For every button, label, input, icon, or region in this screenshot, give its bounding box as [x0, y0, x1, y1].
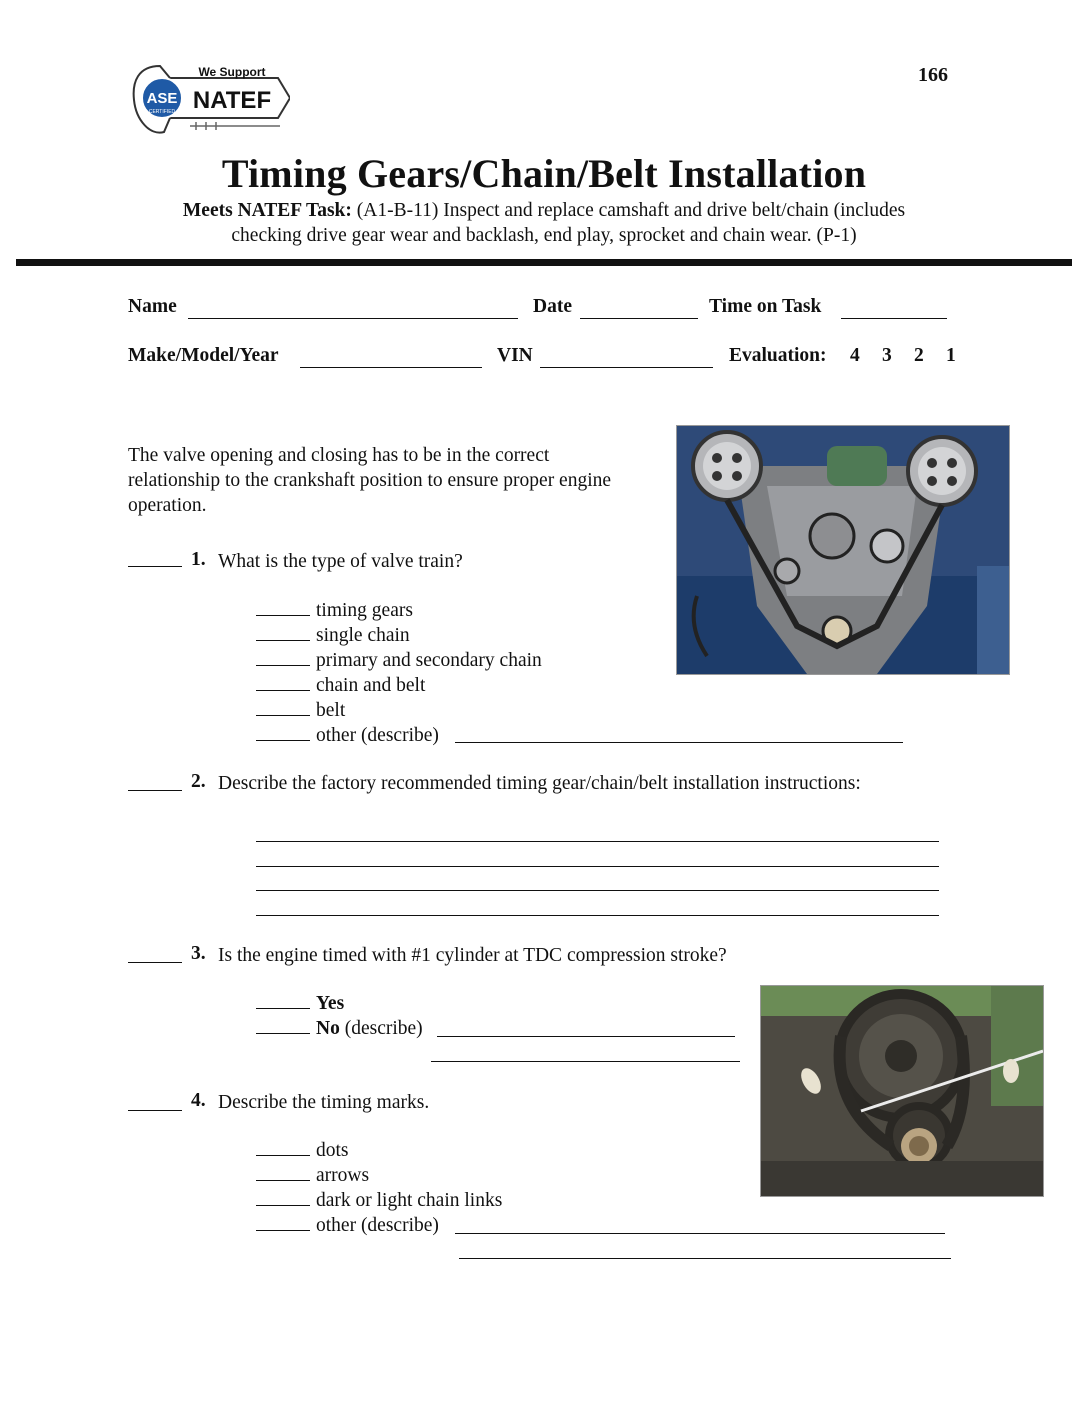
option-blank[interactable]	[256, 599, 310, 616]
option-blank[interactable]	[256, 724, 310, 741]
date-field[interactable]	[580, 298, 698, 319]
option-blank[interactable]	[256, 1189, 310, 1206]
q3-text: Is the engine timed with #1 cylinder at TDC compression stroke?	[218, 945, 727, 966]
q1-options	[256, 598, 542, 748]
q1-answer-blank[interactable]	[128, 566, 182, 567]
task-text-2: checking drive gear wear and backlash, end play, sprocket and chain wear. (P-1)	[231, 225, 857, 246]
option-label: dark or light chain links	[316, 1190, 503, 1211]
intro-line: The valve opening and closing has to be in the correct	[128, 445, 550, 466]
intro-line: operation.	[128, 495, 207, 516]
make-model-year-field[interactable]	[300, 347, 482, 368]
evaluation-label: Evaluation:	[729, 345, 827, 366]
evaluation-score-2[interactable]: 2	[914, 345, 924, 366]
evaluation-score-4[interactable]: 4	[850, 345, 860, 366]
evaluation-score-3[interactable]: 3	[882, 345, 892, 366]
time-on-task-label: Time on Task	[709, 296, 822, 317]
q2-answer-line[interactable]	[256, 841, 939, 842]
option-label: single chain	[316, 625, 410, 646]
option-label: chain and belt	[316, 675, 426, 696]
logo-badge-text: ASE	[146, 90, 178, 107]
q4-other-describe-line[interactable]	[455, 1233, 945, 1234]
option-blank[interactable]	[256, 674, 310, 691]
q4-options	[256, 1138, 502, 1238]
q4-other-describe-line[interactable]	[459, 1258, 951, 1259]
q3-describe-line[interactable]	[431, 1061, 740, 1062]
q3-number: 3.	[191, 943, 206, 964]
option-blank[interactable]	[256, 1017, 310, 1034]
no-suffix: (describe)	[339, 1018, 423, 1039]
name-field[interactable]	[188, 298, 518, 319]
logo-top-text: We Support	[198, 65, 266, 79]
q4-text: Describe the timing marks.	[218, 1092, 430, 1113]
q2-text: Describe the factory recommended timing gear/chain/belt installation instructions:	[218, 773, 861, 794]
q1-option[interactable]	[256, 598, 542, 623]
q1-other-describe-line[interactable]	[455, 742, 903, 743]
option-blank[interactable]	[256, 992, 310, 1009]
q2-number: 2.	[191, 771, 206, 792]
option-label: other (describe)	[316, 1215, 439, 1236]
q4-option[interactable]	[256, 1138, 502, 1163]
task-label: Meets NATEF Task:	[182, 200, 352, 221]
vin-field[interactable]	[540, 347, 713, 368]
date-label: Date	[533, 296, 572, 317]
q4-option[interactable]	[256, 1213, 502, 1238]
q1-option[interactable]	[256, 623, 542, 648]
task-text: (A1-B-11) Inspect and replace camshaft and drive belt/chain (includes	[351, 200, 906, 221]
key-logo-icon	[130, 60, 290, 142]
option-blank[interactable]	[256, 699, 310, 716]
q1-text: What is the type of valve train?	[218, 551, 463, 572]
header-divider	[16, 259, 1072, 266]
option-label: primary and secondary chain	[316, 650, 542, 671]
option-label: dots	[316, 1140, 349, 1161]
logo-main-text: NATEF	[192, 87, 272, 114]
ase-natef-logo	[130, 60, 290, 142]
option-label: arrows	[316, 1165, 370, 1186]
q2-answer-line[interactable]	[256, 915, 939, 916]
engine-timing-belt-photo	[676, 425, 1010, 675]
q1-option[interactable]	[256, 673, 542, 698]
no-label: No	[316, 1018, 340, 1039]
yes-label: Yes	[316, 993, 345, 1014]
timing-chain-photo	[760, 985, 1044, 1197]
make-model-year-label: Make/Model/Year	[128, 345, 279, 366]
intro-paragraph	[128, 443, 668, 518]
q3-describe-line[interactable]	[437, 1036, 735, 1037]
evaluation-score-1[interactable]: 1	[946, 345, 956, 366]
logo-badge-sub: CERTIFIED	[148, 109, 176, 115]
q4-number: 4.	[191, 1090, 206, 1111]
page-number: 166	[918, 64, 948, 86]
intro-line: relationship to the crankshaft position to ensure proper engine	[128, 470, 612, 491]
q4-option[interactable]	[256, 1163, 502, 1188]
option-blank[interactable]	[256, 649, 310, 666]
time-on-task-field[interactable]	[841, 298, 947, 319]
option-label: timing gears	[316, 600, 413, 621]
option-blank[interactable]	[256, 1214, 310, 1231]
q3-options	[256, 991, 423, 1041]
option-blank[interactable]	[256, 1164, 310, 1181]
natef-task	[100, 198, 988, 248]
q4-answer-blank[interactable]	[128, 1110, 182, 1111]
page-title: Timing Gears/Chain/Belt Installation	[221, 151, 867, 196]
q2-answer-line[interactable]	[256, 866, 939, 867]
option-blank[interactable]	[256, 624, 310, 641]
q3-no-option[interactable]	[256, 1016, 423, 1041]
vin-label: VIN	[497, 345, 533, 366]
q1-option[interactable]	[256, 698, 542, 723]
option-blank[interactable]	[256, 1139, 310, 1156]
q2-answer-blank[interactable]	[128, 790, 182, 791]
q4-option[interactable]	[256, 1188, 502, 1213]
option-label: belt	[316, 700, 346, 721]
q1-option[interactable]	[256, 648, 542, 673]
name-label: Name	[128, 296, 177, 317]
option-label: other (describe)	[316, 725, 439, 746]
q3-yes-option[interactable]	[256, 991, 423, 1016]
q1-option[interactable]	[256, 723, 542, 748]
q2-answer-line[interactable]	[256, 890, 939, 891]
q1-number: 1.	[191, 549, 206, 570]
q3-answer-blank[interactable]	[128, 962, 182, 963]
